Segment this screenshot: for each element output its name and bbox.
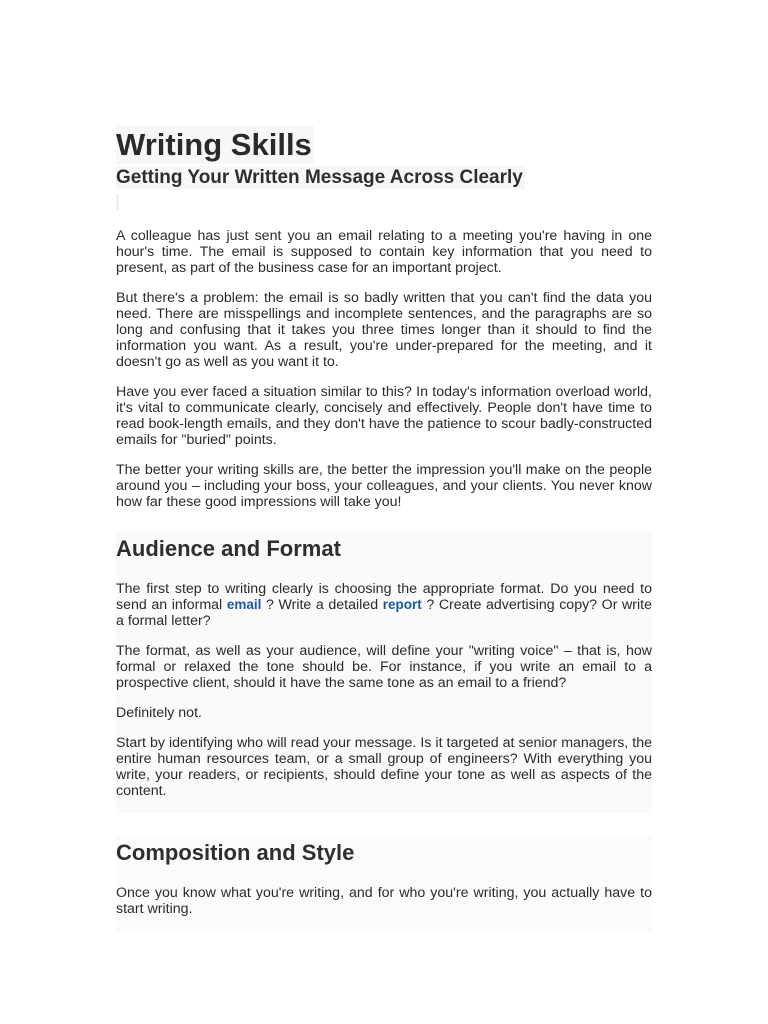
audience-paragraph-3: Definitely not. [116,705,202,721]
composition-style-section [116,836,652,932]
section-heading-audience: Audience and Format [116,536,341,561]
composition-paragraph-1: Once you know what you're writing, and for who you're writing, you actually have to start writing. [116,885,652,917]
audience-p1-text-b: ? Write a detailed [261,597,383,613]
intro-paragraph-1: A colleague has just sent you an email relating to a meeting you're having in one hour's time. The email is supposed to contain key information that you need to present, as part of the business case for an important project. [116,228,652,276]
intro-paragraph-3: Have you ever faced a situation similar to this? In today's information overload world, it's vital to communicate clearly, concisely and effectively. People don't have time to read book-length emails, and they don't have the patience to scour badly-constructed emails for "buried" points. [116,384,652,448]
audience-p1-text-c: ? Create advertising copy? Or write a formal letter? [116,597,652,629]
page-subtitle: Getting Your Written Message Across Clearly [116,167,523,188]
intro-section [116,228,652,510]
report-link[interactable]: report [382,597,422,612]
audience-paragraph-1 [116,581,652,629]
audience-p1-text-a: The first step to writing clearly is choosing the appropriate format. Do you need to send an informal [116,581,652,613]
intro-paragraph-4: The better your writing skills are, the better the impression you'll make on the people around you – including your boss, your colleagues, and your clients. You never know how far these good impressions will take you! [116,462,652,510]
audience-paragraph-4: Start by identifying who will read your message. Is it targeted at senior managers, the entire human resources team, or a small group of engineers? With everything you write, your readers, or recipients, should define your tone as well as aspects of the content. [116,735,652,799]
header [116,126,652,210]
audience-paragraph-2: The format, as well as your audience, will define your "writing voice" – that is, how formal or relaxed the tone should be. For instance, if you write an email to a prospective client, should it have the same tone as an email to a friend? [116,643,652,691]
page-title: Writing Skills [116,127,312,162]
intro-paragraph-2: But there's a problem: the email is so badly written that you can't find the data you need. There are misspellings and incomplete sentences, and the paragraphs are so long and confusing that it takes you three times longer than it should to find the information you want. As a result, you're under-prepared for the meeting, and it doesn't go as well as you want it to. [116,290,652,370]
audience-format-section [116,532,652,814]
section-heading-composition: Composition and Style [116,840,355,865]
subtitle-marker [116,194,119,210]
email-link[interactable]: email [226,597,262,612]
document-page [116,126,652,932]
